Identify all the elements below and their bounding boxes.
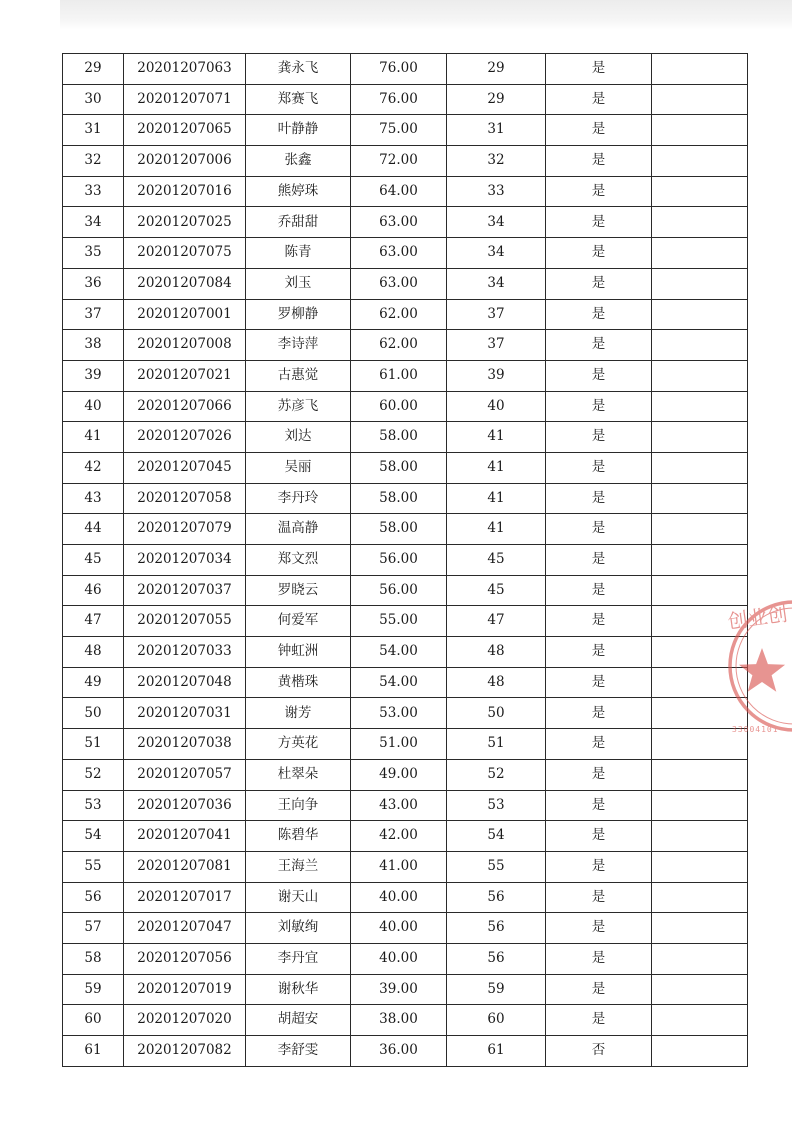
cell-qualified: 是 (546, 54, 652, 85)
cell-score: 40.00 (351, 882, 447, 913)
table-row (63, 115, 748, 146)
cell-exam-id: 20201207006 (124, 146, 246, 177)
cell-exam-id: 20201207008 (124, 330, 246, 361)
cell-qualified: 是 (546, 759, 652, 790)
cell-remark (652, 974, 748, 1005)
cell-rank: 33 (447, 176, 546, 207)
cell-row-number: 41 (63, 422, 124, 453)
table-row (63, 207, 748, 238)
cell-score: 61.00 (351, 360, 447, 391)
cell-exam-id: 20201207033 (124, 637, 246, 668)
cell-name: 罗柳静 (246, 299, 351, 330)
cell-rank: 50 (447, 698, 546, 729)
table-row (63, 483, 748, 514)
table-row (63, 545, 748, 576)
table-row (63, 667, 748, 698)
cell-qualified: 是 (546, 514, 652, 545)
cell-rank: 51 (447, 729, 546, 760)
cell-exam-id: 20201207071 (124, 84, 246, 115)
cell-exam-id: 20201207056 (124, 943, 246, 974)
cell-name: 龚永飞 (246, 54, 351, 85)
cell-qualified: 是 (546, 268, 652, 299)
cell-exam-id: 20201207045 (124, 452, 246, 483)
cell-name: 谢秋华 (246, 974, 351, 1005)
table-row (63, 913, 748, 944)
cell-remark (652, 146, 748, 177)
cell-qualified: 否 (546, 1036, 652, 1067)
cell-exam-id: 20201207036 (124, 790, 246, 821)
table-row (63, 1036, 748, 1067)
cell-qualified: 是 (546, 84, 652, 115)
cell-row-number: 40 (63, 391, 124, 422)
cell-row-number: 59 (63, 974, 124, 1005)
cell-name: 熊婷珠 (246, 176, 351, 207)
cell-qualified: 是 (546, 452, 652, 483)
cell-rank: 53 (447, 790, 546, 821)
cell-row-number: 35 (63, 238, 124, 269)
table-row (63, 54, 748, 85)
table-row (63, 821, 748, 852)
table-row (63, 452, 748, 483)
cell-qualified: 是 (546, 913, 652, 944)
cell-qualified: 是 (546, 882, 652, 913)
cell-score: 51.00 (351, 729, 447, 760)
cell-score: 60.00 (351, 391, 447, 422)
cell-qualified: 是 (546, 146, 652, 177)
cell-exam-id: 20201207037 (124, 575, 246, 606)
cell-qualified: 是 (546, 667, 652, 698)
cell-score: 41.00 (351, 851, 447, 882)
cell-score: 58.00 (351, 422, 447, 453)
table-row (63, 882, 748, 913)
cell-name: 刘敏绚 (246, 913, 351, 944)
cell-qualified: 是 (546, 943, 652, 974)
cell-name: 温高静 (246, 514, 351, 545)
cell-remark (652, 452, 748, 483)
cell-score: 43.00 (351, 790, 447, 821)
cell-row-number: 38 (63, 330, 124, 361)
cell-rank: 45 (447, 575, 546, 606)
cell-name: 李舒雯 (246, 1036, 351, 1067)
table-row (63, 360, 748, 391)
cell-score: 53.00 (351, 698, 447, 729)
cell-rank: 31 (447, 115, 546, 146)
cell-name: 钟虹洲 (246, 637, 351, 668)
cell-row-number: 57 (63, 913, 124, 944)
cell-exam-id: 20201207057 (124, 759, 246, 790)
cell-score: 62.00 (351, 330, 447, 361)
cell-name: 古惠觉 (246, 360, 351, 391)
table-row (63, 268, 748, 299)
cell-qualified: 是 (546, 207, 652, 238)
cell-row-number: 30 (63, 84, 124, 115)
cell-rank: 29 (447, 84, 546, 115)
cell-rank: 61 (447, 1036, 546, 1067)
cell-remark (652, 54, 748, 85)
cell-rank: 41 (447, 422, 546, 453)
cell-score: 63.00 (351, 207, 447, 238)
cell-row-number: 56 (63, 882, 124, 913)
cell-remark (652, 238, 748, 269)
cell-exam-id: 20201207065 (124, 115, 246, 146)
table-row (63, 146, 748, 177)
cell-rank: 48 (447, 637, 546, 668)
cell-exam-id: 20201207084 (124, 268, 246, 299)
cell-qualified: 是 (546, 330, 652, 361)
cell-row-number: 52 (63, 759, 124, 790)
cell-score: 38.00 (351, 1005, 447, 1036)
cell-qualified: 是 (546, 176, 652, 207)
cell-rank: 37 (447, 330, 546, 361)
cell-score: 54.00 (351, 667, 447, 698)
table-row (63, 1005, 748, 1036)
cell-qualified: 是 (546, 606, 652, 637)
cell-rank: 40 (447, 391, 546, 422)
cell-remark (652, 943, 748, 974)
cell-row-number: 31 (63, 115, 124, 146)
cell-qualified: 是 (546, 1005, 652, 1036)
cell-exam-id: 20201207047 (124, 913, 246, 944)
table-row (63, 575, 748, 606)
cell-name: 杜翠朵 (246, 759, 351, 790)
cell-name: 何爱军 (246, 606, 351, 637)
cell-name: 李诗萍 (246, 330, 351, 361)
seal-text: 创业创 (726, 601, 789, 634)
cell-rank: 60 (447, 1005, 546, 1036)
cell-rank: 56 (447, 882, 546, 913)
cell-exam-id: 20201207079 (124, 514, 246, 545)
cell-row-number: 32 (63, 146, 124, 177)
cell-row-number: 29 (63, 54, 124, 85)
cell-score: 49.00 (351, 759, 447, 790)
cell-name: 陈青 (246, 238, 351, 269)
table-row (63, 176, 748, 207)
cell-score: 72.00 (351, 146, 447, 177)
table-row (63, 698, 748, 729)
cell-row-number: 43 (63, 483, 124, 514)
cell-remark (652, 851, 748, 882)
cell-remark (652, 545, 748, 576)
cell-exam-id: 20201207021 (124, 360, 246, 391)
cell-row-number: 53 (63, 790, 124, 821)
cell-row-number: 61 (63, 1036, 124, 1067)
seal-digits: 33004101 (732, 725, 779, 734)
cell-row-number: 58 (63, 943, 124, 974)
cell-name: 陈碧华 (246, 821, 351, 852)
cell-name: 苏彦飞 (246, 391, 351, 422)
cell-score: 56.00 (351, 545, 447, 576)
cell-name: 王海兰 (246, 851, 351, 882)
cell-rank: 41 (447, 514, 546, 545)
cell-exam-id: 20201207034 (124, 545, 246, 576)
cell-qualified: 是 (546, 545, 652, 576)
cell-score: 36.00 (351, 1036, 447, 1067)
cell-qualified: 是 (546, 974, 652, 1005)
cell-rank: 54 (447, 821, 546, 852)
cell-qualified: 是 (546, 729, 652, 760)
table-row (63, 943, 748, 974)
cell-row-number: 34 (63, 207, 124, 238)
cell-row-number: 55 (63, 851, 124, 882)
cell-score: 63.00 (351, 238, 447, 269)
cell-row-number: 49 (63, 667, 124, 698)
cell-exam-id: 20201207055 (124, 606, 246, 637)
table-row (63, 974, 748, 1005)
cell-exam-id: 20201207041 (124, 821, 246, 852)
cell-rank: 47 (447, 606, 546, 637)
cell-rank: 39 (447, 360, 546, 391)
cell-name: 刘达 (246, 422, 351, 453)
cell-qualified: 是 (546, 422, 652, 453)
cell-exam-id: 20201207025 (124, 207, 246, 238)
cell-remark (652, 790, 748, 821)
cell-rank: 48 (447, 667, 546, 698)
cell-rank: 52 (447, 759, 546, 790)
cell-qualified: 是 (546, 238, 652, 269)
cell-exam-id: 20201207075 (124, 238, 246, 269)
cell-remark (652, 207, 748, 238)
cell-remark (652, 913, 748, 944)
table-row (63, 729, 748, 760)
cell-qualified: 是 (546, 360, 652, 391)
cell-row-number: 54 (63, 821, 124, 852)
table-row (63, 851, 748, 882)
cell-remark (652, 360, 748, 391)
cell-remark (652, 483, 748, 514)
cell-name: 胡超安 (246, 1005, 351, 1036)
cell-remark (652, 422, 748, 453)
cell-exam-id: 20201207001 (124, 299, 246, 330)
cell-remark (652, 1005, 748, 1036)
table-row (63, 299, 748, 330)
cell-qualified: 是 (546, 299, 652, 330)
cell-name: 李丹玲 (246, 483, 351, 514)
cell-remark (652, 759, 748, 790)
cell-name: 方英花 (246, 729, 351, 760)
cell-name: 谢芳 (246, 698, 351, 729)
cell-score: 76.00 (351, 84, 447, 115)
cell-score: 55.00 (351, 606, 447, 637)
cell-exam-id: 20201207082 (124, 1036, 246, 1067)
cell-row-number: 33 (63, 176, 124, 207)
cell-exam-id: 20201207066 (124, 391, 246, 422)
table-row (63, 391, 748, 422)
cell-remark (652, 821, 748, 852)
cell-name: 王向争 (246, 790, 351, 821)
cell-qualified: 是 (546, 637, 652, 668)
table-row (63, 84, 748, 115)
official-seal-stamp (722, 590, 792, 740)
seal-star-icon (739, 648, 785, 692)
cell-rank: 55 (447, 851, 546, 882)
cell-name: 郑文烈 (246, 545, 351, 576)
cell-score: 64.00 (351, 176, 447, 207)
cell-qualified: 是 (546, 698, 652, 729)
cell-remark (652, 299, 748, 330)
table-row (63, 606, 748, 637)
cell-remark (652, 391, 748, 422)
cell-exam-id: 20201207016 (124, 176, 246, 207)
cell-rank: 41 (447, 452, 546, 483)
cell-rank: 59 (447, 974, 546, 1005)
cell-score: 63.00 (351, 268, 447, 299)
cell-qualified: 是 (546, 115, 652, 146)
scan-top-shadow (60, 0, 792, 30)
cell-score: 58.00 (351, 514, 447, 545)
cell-score: 42.00 (351, 821, 447, 852)
cell-rank: 37 (447, 299, 546, 330)
cell-name: 张鑫 (246, 146, 351, 177)
cell-remark (652, 268, 748, 299)
cell-qualified: 是 (546, 391, 652, 422)
cell-exam-id: 20201207063 (124, 54, 246, 85)
table-row (63, 238, 748, 269)
results-table (62, 53, 748, 1067)
cell-exam-id: 20201207026 (124, 422, 246, 453)
cell-name: 黄楷珠 (246, 667, 351, 698)
cell-name: 乔甜甜 (246, 207, 351, 238)
cell-exam-id: 20201207020 (124, 1005, 246, 1036)
cell-score: 56.00 (351, 575, 447, 606)
cell-qualified: 是 (546, 851, 652, 882)
results-table-body (63, 54, 748, 1067)
cell-row-number: 36 (63, 268, 124, 299)
cell-remark (652, 330, 748, 361)
cell-row-number: 39 (63, 360, 124, 391)
cell-score: 75.00 (351, 115, 447, 146)
cell-score: 40.00 (351, 943, 447, 974)
cell-qualified: 是 (546, 790, 652, 821)
cell-row-number: 46 (63, 575, 124, 606)
cell-exam-id: 20201207017 (124, 882, 246, 913)
cell-rank: 41 (447, 483, 546, 514)
cell-rank: 32 (447, 146, 546, 177)
cell-score: 76.00 (351, 54, 447, 85)
table-row (63, 422, 748, 453)
table-row (63, 790, 748, 821)
table-row (63, 759, 748, 790)
cell-exam-id: 20201207031 (124, 698, 246, 729)
cell-remark (652, 514, 748, 545)
cell-rank: 34 (447, 207, 546, 238)
cell-rank: 56 (447, 913, 546, 944)
cell-exam-id: 20201207081 (124, 851, 246, 882)
cell-row-number: 50 (63, 698, 124, 729)
cell-rank: 34 (447, 268, 546, 299)
table-row (63, 514, 748, 545)
cell-name: 刘玉 (246, 268, 351, 299)
cell-row-number: 47 (63, 606, 124, 637)
cell-remark (652, 176, 748, 207)
cell-qualified: 是 (546, 821, 652, 852)
cell-score: 39.00 (351, 974, 447, 1005)
table-row (63, 330, 748, 361)
cell-rank: 45 (447, 545, 546, 576)
cell-exam-id: 20201207048 (124, 667, 246, 698)
cell-row-number: 60 (63, 1005, 124, 1036)
cell-exam-id: 20201207019 (124, 974, 246, 1005)
cell-name: 罗晓云 (246, 575, 351, 606)
cell-exam-id: 20201207058 (124, 483, 246, 514)
cell-exam-id: 20201207038 (124, 729, 246, 760)
cell-remark (652, 1036, 748, 1067)
cell-remark (652, 115, 748, 146)
cell-name: 谢天山 (246, 882, 351, 913)
cell-score: 62.00 (351, 299, 447, 330)
cell-qualified: 是 (546, 483, 652, 514)
cell-score: 40.00 (351, 913, 447, 944)
cell-score: 54.00 (351, 637, 447, 668)
table-row (63, 637, 748, 668)
cell-name: 郑赛飞 (246, 84, 351, 115)
cell-name: 李丹宜 (246, 943, 351, 974)
cell-name: 叶静静 (246, 115, 351, 146)
cell-row-number: 42 (63, 452, 124, 483)
cell-score: 58.00 (351, 483, 447, 514)
cell-rank: 56 (447, 943, 546, 974)
cell-rank: 34 (447, 238, 546, 269)
cell-remark (652, 84, 748, 115)
cell-row-number: 48 (63, 637, 124, 668)
cell-row-number: 44 (63, 514, 124, 545)
cell-qualified: 是 (546, 575, 652, 606)
cell-row-number: 45 (63, 545, 124, 576)
cell-remark (652, 882, 748, 913)
cell-rank: 29 (447, 54, 546, 85)
cell-row-number: 51 (63, 729, 124, 760)
cell-row-number: 37 (63, 299, 124, 330)
cell-name: 吴丽 (246, 452, 351, 483)
cell-score: 58.00 (351, 452, 447, 483)
